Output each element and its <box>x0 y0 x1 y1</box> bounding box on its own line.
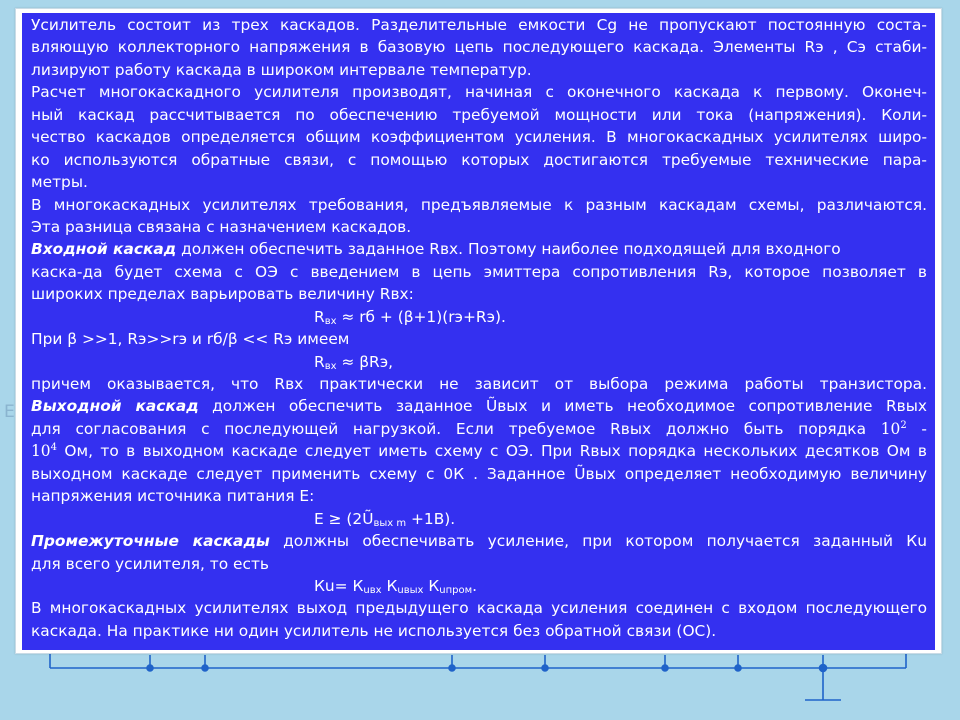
circuit-node <box>147 665 153 671</box>
formula-text: К <box>423 576 440 595</box>
formula-input-resistance <box>31 306 927 328</box>
text-line: При β >>1, Rэ>>rэ и rб/β << Rэ имеем <box>31 330 350 349</box>
text-span: должны обеспечивать усиление, при котором получается заданный Кu <box>269 532 927 551</box>
formula-text: ≈ rб + (β+1)(rэ+Rэ). <box>336 307 506 326</box>
formula-text: Кu= К <box>314 576 364 595</box>
text-span: должен обеспечить заданное Rвх. Поэтому наиболее подходящей для входного <box>176 240 841 259</box>
background-letter-fragment: E <box>4 402 15 422</box>
text-line <box>31 395 927 417</box>
power-exponent: 4 <box>50 442 57 454</box>
formula-text: ≈ βRэ, <box>336 352 394 371</box>
text-line: для всего усилителя, то есть <box>31 554 269 573</box>
formula-text: . <box>472 576 478 595</box>
text-line: каскада. На практике ни один усилитель не используется без обратной связи (ОС). <box>31 621 717 640</box>
text-line: В многокаскадных усилителях выход предыдущего каскада усиления соединен с входом последующего <box>31 599 927 618</box>
input-stage-heading: Входной каскад <box>31 240 177 259</box>
text-line: напряжения источника питания Е: <box>31 487 315 506</box>
formula-text: +1В). <box>406 509 456 528</box>
circuit-node <box>542 665 548 671</box>
text-line <box>31 418 927 440</box>
text-line <box>31 238 927 260</box>
formula-subscript: uвых <box>397 584 424 596</box>
formula-symbol: R <box>314 307 325 326</box>
power-base: 10 <box>880 419 901 438</box>
circuit-node <box>449 665 455 671</box>
text-line <box>31 440 927 462</box>
formula-subscript: вх <box>324 315 337 327</box>
text-line: Эта разница связана с назначением каскадов. <box>31 217 412 236</box>
text-line: широких пределах варьировать величину Rвх: <box>31 285 414 304</box>
formula-subscript: вх <box>324 360 337 372</box>
circuit-node <box>202 665 208 671</box>
text-line: Расчет многокаскадного усилителя производят, начиная с оконечного каскада к первому. Оконеч- <box>31 83 927 102</box>
text-line: метры. <box>31 173 88 192</box>
power-base: 10 <box>31 442 51 461</box>
output-stage-heading: Выходной каскад <box>31 397 199 416</box>
formula-subscript: uпром <box>439 584 473 596</box>
formula-symbol: R <box>314 352 325 371</box>
text-span: должен обеспечить заданное Ũвых и иметь необходимое сопротивление Rвых <box>198 397 927 416</box>
formula-subscript: uвх <box>363 584 382 596</box>
text-span: для согласования с последующей нагрузкой. Если требуемое Rвых должно быть порядка <box>31 419 881 438</box>
formula-text: К <box>381 576 398 595</box>
text-span: - <box>906 419 927 438</box>
text-line: лизируют работу каскада в широком интервале температур. <box>31 60 532 79</box>
text-span: Ом, то в выходном каскаде следует иметь схему с ОЭ. При Rвых порядка нескольких десятков Ом в <box>56 442 927 461</box>
formula-text: Е ≥ (2Ũ <box>314 509 374 528</box>
text-line: каска-да будет схема с ОЭ с введением в цепь эмиттера сопротивления Rэ, которое позволяет в <box>31 262 927 281</box>
intermediate-stage-heading: Промежуточные каскады <box>31 532 270 551</box>
formula-subscript: вых m <box>373 517 407 529</box>
formula-input-resistance-approx <box>31 351 927 373</box>
power-exponent: 2 <box>900 419 907 431</box>
text-panel <box>22 13 935 650</box>
circuit-node <box>662 665 668 671</box>
text-line: причем оказывается, что Rвх практически не зависит от выбора режима работы транзистора. <box>31 375 927 393</box>
text-line: В многокаскадных усилителях требования, предъявляемые к разным каскадам схемы, различаются. <box>31 195 927 214</box>
text-line: вляющую коллекторного напряжения в базовую цепь последующего каскада. Элементы Rэ , Сэ стаби- <box>31 38 927 57</box>
circuit-node <box>820 665 827 672</box>
formula-supply-voltage <box>31 508 927 530</box>
text-line: выходном каскаде следует применить схему с 0К . Заданное Ũвых определяет необходимую величину <box>31 464 927 483</box>
text-line <box>31 530 927 552</box>
text-line: ный каскад рассчитывается по обеспечению требуемой мощности или тока (напряжения). Коли- <box>31 105 927 124</box>
circuit-node <box>735 665 741 671</box>
text-line: Усилитель состоит из трех каскадов. Разделительные емкости Cg не пропускают постоянную соста- <box>31 16 927 34</box>
formula-total-gain <box>31 575 927 597</box>
text-line: ко используются обратные связи, с помощью которых достигаются требуемые технические пара- <box>31 150 927 169</box>
text-line: чество каскадов определяется общим коэффициентом усиления. В многокаскадных усилителях широ- <box>31 128 927 147</box>
